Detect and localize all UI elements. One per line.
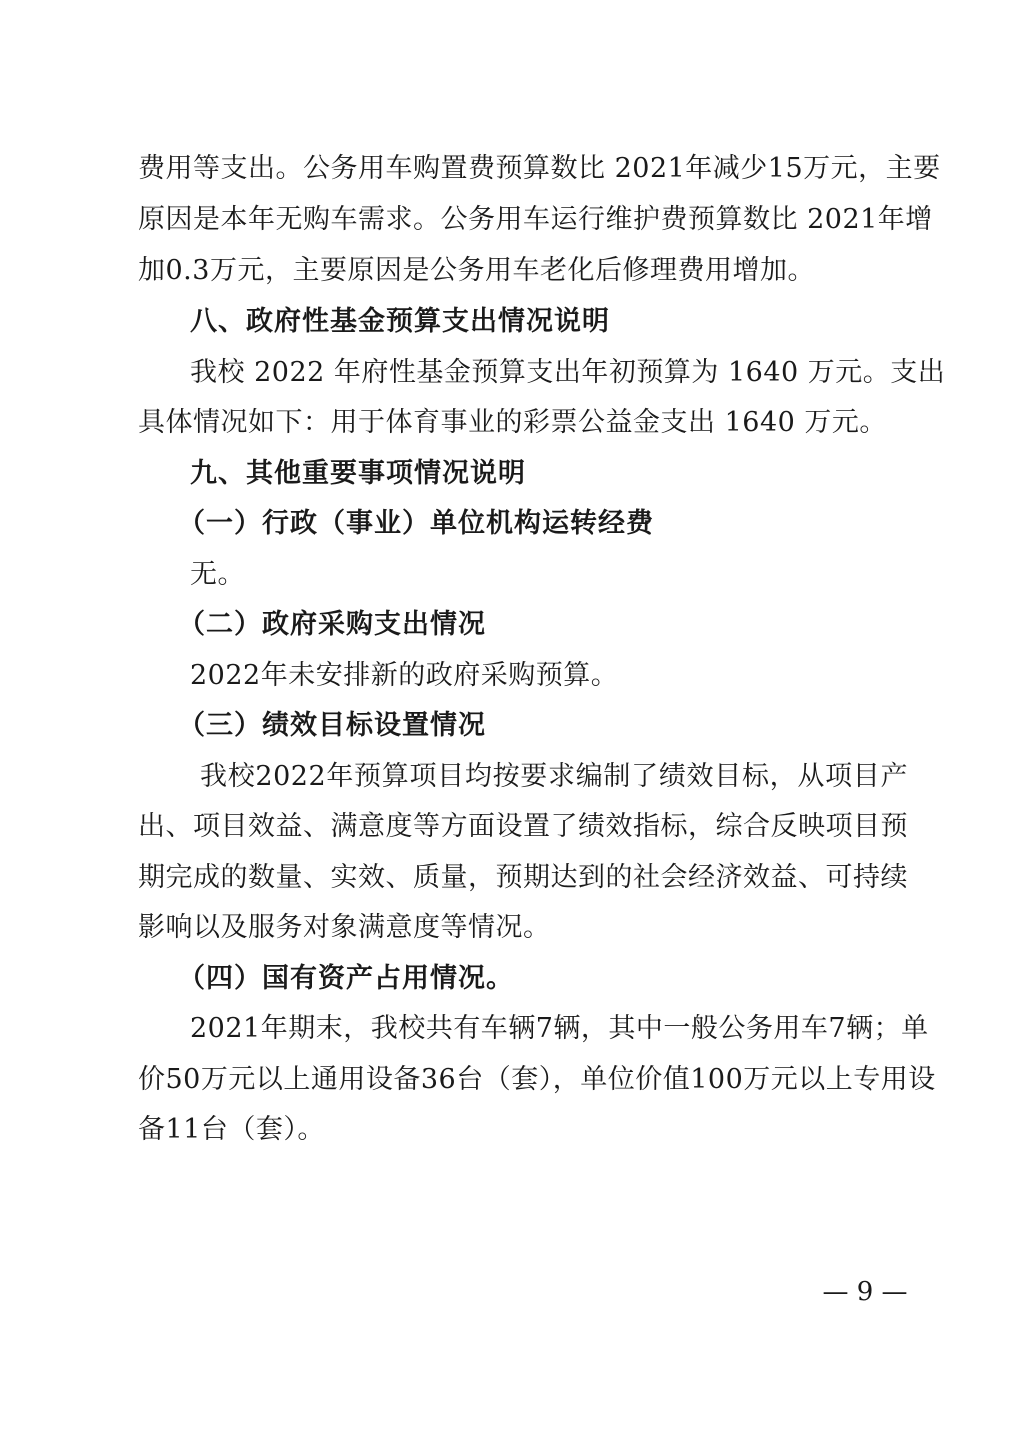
subsection-heading-4: （四）国有资产占用情况。 [178, 963, 514, 994]
body-text-line: 影响以及服务对象满意度等情况。 [138, 912, 551, 943]
subsection-heading-2: （二）政府采购支出情况 [178, 609, 486, 640]
body-text-line: 备11台（套）。 [138, 1114, 325, 1145]
page-number: — 9 — [822, 1277, 908, 1307]
body-text-line: 2021年期末，我校共有车辆7辆，其中一般公务用车7辆；单 [190, 1013, 929, 1044]
subsection-heading-1: （一）行政（事业）单位机构运转经费 [178, 508, 654, 539]
body-text-line: 费用等支出。公务用车购置费预算数比 2021年减少15万元，主要 [138, 153, 941, 184]
body-text-line: 原因是本年无购车需求。公务用车运行维护费预算数比 2021年增 [138, 204, 933, 235]
body-text-line: 我校 2022 年府性基金预算支出年初预算为 1640 万元。支出 [190, 357, 946, 388]
body-text-line: 具体情况如下：用于体育事业的彩票公益金支出 1640 万元。 [138, 407, 887, 438]
section-heading-9: 九、其他重要事项情况说明 [190, 458, 526, 489]
body-text-line: 无。 [190, 559, 245, 590]
body-text-line: 期完成的数量、实效、质量，预期达到的社会经济效益、可持续 [138, 862, 908, 893]
section-heading-8: 八、政府性基金预算支出情况说明 [190, 306, 610, 337]
body-text-line: 价50万元以上通用设备36台（套），单位价值100万元以上专用设 [138, 1064, 936, 1095]
body-text-line: 2022年未安排新的政府采购预算。 [190, 660, 619, 691]
body-text-line: 加0.3万元，主要原因是公务用车老化后修理费用增加。 [138, 255, 815, 286]
body-text-line: 出、项目效益、满意度等方面设置了绩效指标，综合反映项目预 [138, 811, 908, 842]
subsection-heading-3: （三）绩效目标设置情况 [178, 710, 486, 741]
body-text-line: 我校2022年预算项目均按要求编制了绩效目标，从项目产 [200, 761, 908, 792]
